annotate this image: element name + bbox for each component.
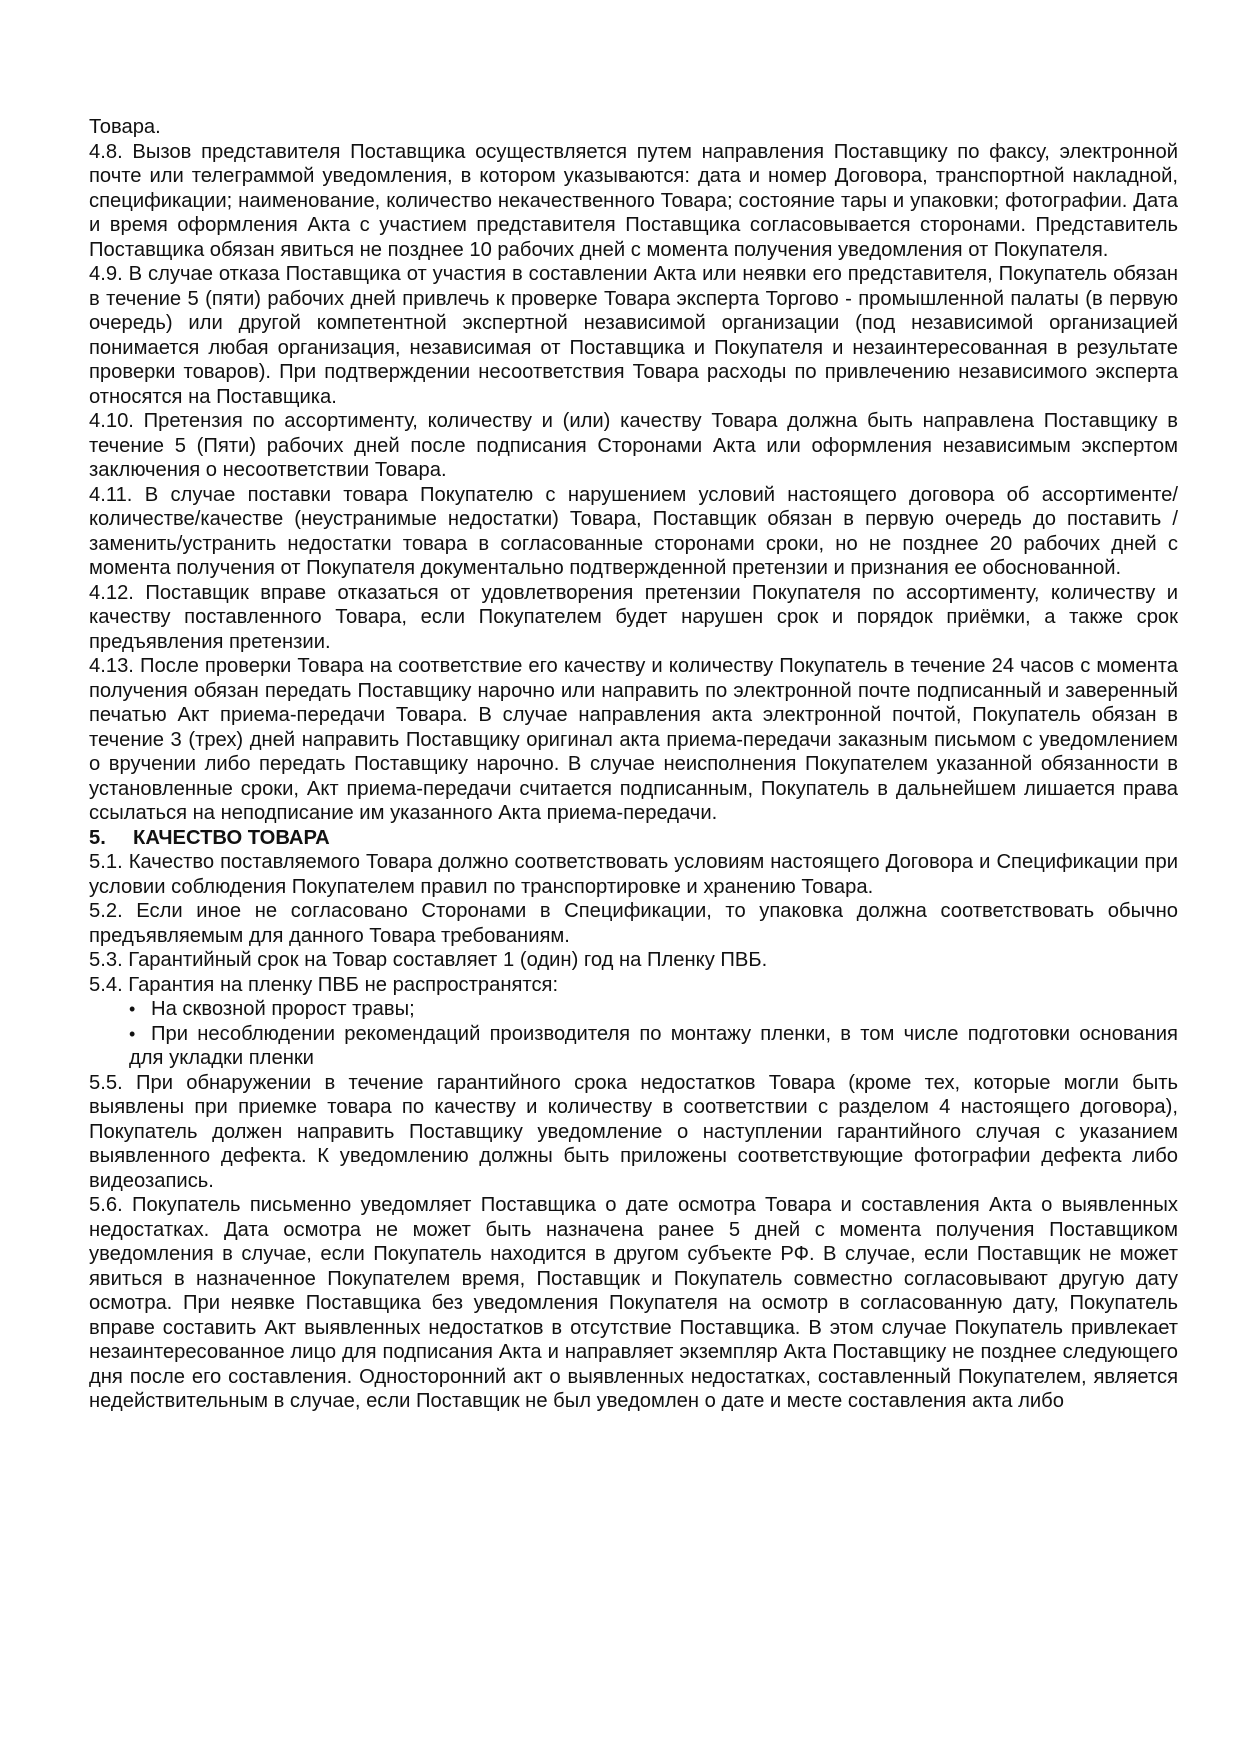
list-item-text: На сквозной пророст травы; xyxy=(151,998,415,1020)
clause-5-4: 5.4. Гарантия на пленку ПВБ не распространятся: xyxy=(89,973,559,996)
clause-4-9: 4.9. В случае отказа Поставщика от участия в составлении Акта или неявки его представителя, Покупатель обязан в течение 5 (пяти) рабочих дней привлечь к проверке Товара эксперта Торгово - промышленной палаты (в первую очередь) или другой компетентной экспертной независимой организации (под независимой организацией понимается любая организация, независимая от Поставщика и Покупателя и незаинтересованная в результате проверки товаров). При подтверждении несоответствия Товара расходы по привлечению независимого эксперта относятся на Поставщика. xyxy=(89,263,1178,408)
document-page xyxy=(89,115,1178,1414)
clause-5-3: 5.3. Гарантийный срок на Товар составляет 1 (один) год на Пленку ПВБ. xyxy=(89,949,768,971)
list-item xyxy=(129,997,1178,1022)
section-number: 5. xyxy=(89,826,106,849)
clause-5-2: 5.2. Если иное не согласовано Сторонами в Спецификации, то упаковка должна соответствовать обычно предъявляемым для данного Товара требованиям. xyxy=(89,900,1178,947)
clause-5-1: 5.1. Качество поставляемого Товара должно соответствовать условиям настоящего Договора и Спецификации при условии соблюдения Покупателем правил по транспортировке и хранению Товара. xyxy=(89,851,1178,898)
clause-4-13: 4.13. После проверки Товара на соответствие его качеству и количеству Покупатель в течение 24 часов с момента получения обязан передать Поставщику нарочно или направить по электронной почте подписанный и заверенный печатью Акт приема-передачи Товара. В случае направления акта электронной почтой, Покупатель обязан в течение 3 (трех) дней направить Поставщику оригинал акта приема-передачи заказным письмом с уведомлением о вручении либо передать Поставщику нарочно. В случае неисполнения Покупателем указанной обязанности в установленные сроки, Акт приема-передачи считается подписанным, Покупатель в дальнейшем лишается права ссылаться на неподписание им указанного Акта приема-передачи. xyxy=(89,655,1178,824)
bullet-icon: • xyxy=(129,1023,136,1044)
section-heading xyxy=(89,826,1178,851)
list-item-text: При несоблюдении рекомендаций производителя по монтажу пленки, в том числе подготовки основания для укладки пленки xyxy=(129,1022,1178,1069)
paragraph-continuation: Товара. xyxy=(89,116,161,138)
bullet-icon: • xyxy=(129,999,136,1019)
clause-4-12: 4.12. Поставщик вправе отказаться от удовлетворения претензии Покупателя по ассортименту, количеству и качеству поставленного Товара, если Покупателем будет нарушен срок и порядок приёмки, а также срок предъявления претензии. xyxy=(89,581,1178,653)
list-item xyxy=(129,1022,1178,1071)
warranty-exclusions-list xyxy=(89,997,1178,1071)
clause-5-5: 5.5. При обнаружении в течение гарантийного срока недостатков Товара (кроме тех, которые могли быть выявлены при приемке товара по качеству и количеству в соответствии с разделом 4 настоящего договора), Покупатель должен направить Поставщику уведомление о наступлении гарантийного случая с указанием выявленного дефекта. К уведомлению должны быть приложены соответствующие фотографии дефекта либо видеозапись. xyxy=(89,1071,1178,1192)
clause-4-8: 4.8. Вызов представителя Поставщика осуществляется путем направления Поставщику по факсу, электронной почте или телеграммой уведомления, в котором указываются: дата и номер Договора, транспортной накладной, спецификации; наименование, количество некачественного Товара; состояние тары и упаковки; фотографии. Дата и время оформления Акта с участием представителя Поставщика согласовывается сторонами. Представитель Поставщика обязан явиться не позднее 10 рабочих дней с момента получения уведомления от Покупателя. xyxy=(89,140,1178,261)
clause-5-6: 5.6. Покупатель письменно уведомляет Поставщика о дате осмотра Товара и составления Акта о выявленных недостатках. Дата осмотра не может быть назначена ранее 5 дней с момента получения Поставщиком уведомления в случае, если Покупатель находится в другом субъекте РФ. В случае, если Поставщик не может явиться в назначенное Покупателем время, Поставщик и Покупатель совместно согласовывают другую дату осмотра. При неявке Поставщика без уведомления Покупателя на осмотр в согласованную дату, Покупатель вправе составить Акт выявленных недостатков в отсутствие Поставщика. В этом случае Покупатель привлекает незаинтересованное лицо для подписания Акта и направляет экземпляр Акта Поставщику не позднее следующего дня после его составления. Односторонний акт о выявленных недостатках, составленный Покупателем, является недействительным в случае, если Поставщик не был уведомлен о дате и месте составления акта либо xyxy=(89,1194,1178,1412)
clause-4-11: 4.11. В случае поставки товара Покупателю с нарушением условий настоящего договора об ассортименте/количестве/качестве (неустранимые недостатки) Товара, Поставщик обязан в первую очередь до поставить /заменить/устранить недостатки товара в согласованные сторонами сроки, но не позднее 20 рабочих дней с момента получения от Покупателя документально подтвержденной претензии и признания ее обоснованной. xyxy=(89,483,1178,579)
clause-4-10: 4.10. Претензия по ассортименту, количеству и (или) качеству Товара должна быть направлена Поставщику в течение 5 (Пяти) рабочих дней после подписания Сторонами Акта или оформления независимым экспертом заключения о несоответствии Товара. xyxy=(89,410,1178,481)
section-title: КАЧЕСТВО ТОВАРА xyxy=(133,826,330,849)
